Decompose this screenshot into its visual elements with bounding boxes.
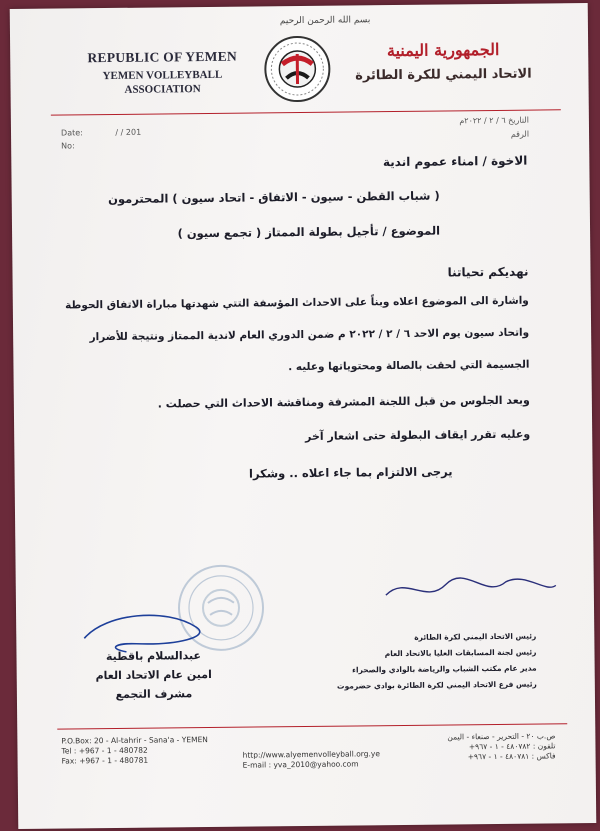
date-value: / / 201 bbox=[115, 127, 142, 137]
footer-po-box-ar: ص.ب ٢٠ - التحرير - صنعاء - اليمن bbox=[447, 731, 556, 742]
paragraph-1-line-3: الجسيمة التي لحقت بالصالة ومحتوياتها وعليه . bbox=[288, 358, 530, 374]
ar-number-field: الرقم bbox=[510, 129, 530, 139]
email-link[interactable]: E-mail : yva_2010@yahoo.com bbox=[242, 759, 359, 770]
header-association-2: ASSOCIATION bbox=[124, 83, 201, 96]
footer-tel: Tel : +967 - 1 - 480782 bbox=[61, 745, 148, 756]
cc-item: رئيس لجنة المسابقات العليا بالاتحاد العام bbox=[384, 647, 537, 659]
footer-divider bbox=[57, 723, 567, 729]
footer-po-box: P.O.Box: 20 - Al-tahrir - Sana'a - YEMEN bbox=[61, 735, 208, 746]
number-field: No: bbox=[61, 141, 75, 151]
closing-line: يرجى الالتزام بما جاء اعلاه .. وشكرا bbox=[248, 464, 453, 481]
cc-list bbox=[336, 629, 536, 695]
footer-contact-en bbox=[61, 735, 208, 767]
footer-tel-ar: تلفون : ٤٨٠٧٨٢ - ١ - ٩٦٧+ bbox=[468, 741, 556, 752]
addressee: الاخوة / امناء عموم اندية bbox=[382, 153, 528, 170]
greeting: نهديكم تحياتنا bbox=[447, 264, 529, 280]
cc-item: مدير عام مكتب الشباب والرياضة بالوادي والصحراء bbox=[352, 663, 537, 675]
date-field: Date: / / 201 bbox=[60, 127, 142, 138]
paragraph-3: وعليه تقرر ايقاف البطولة حتى اشعار آخر bbox=[305, 427, 531, 443]
paragraph-2: وبعد الجلوس من قبل اللجنة المشرفة ومناقشة الاحداث التي حصلت . bbox=[157, 393, 530, 411]
volleyball-logo bbox=[262, 34, 333, 105]
number-label: No bbox=[61, 141, 73, 151]
basmala: بسم الله الرحمن الرحيم bbox=[279, 15, 371, 27]
ar-date-field: التاريخ ٦ / ٢ / ٢٠٢٢م bbox=[459, 115, 529, 126]
website-link[interactable]: http://www.alyemenvolleyball.org.ye bbox=[242, 749, 380, 760]
arabic-header bbox=[338, 39, 548, 83]
footer-contact-ar bbox=[447, 731, 555, 762]
footer-web bbox=[243, 749, 381, 770]
header-association-ar: الاتحاد اليمني للكرة الطائرة bbox=[355, 66, 532, 84]
paragraph-1-line-2: واتحاد سيون يوم الاحد ٦ / ٢ / ٢٠٢٢ م ضمن الدوري العام لاندية الممتاز ونتيجة للأضرار bbox=[89, 326, 530, 344]
signature-right bbox=[376, 563, 567, 615]
letter-page bbox=[10, 3, 597, 829]
left-signatory-name: عبدالسلام باقطية bbox=[105, 649, 202, 664]
footer-fax: Fax: +967 - 1 - 480781 bbox=[61, 755, 149, 766]
left-signatory-role: مشرف التجمع bbox=[115, 687, 193, 701]
subject-line: الموضوع / تأجيل بطولة الممتاز ( تجمع سيون ) bbox=[177, 223, 441, 241]
date-label: Date bbox=[60, 128, 81, 138]
cc-item: رئيس الاتحاد اليمني لكرة الطائرة bbox=[414, 631, 537, 642]
header-republic-ar: الجمهورية اليمنية bbox=[386, 39, 500, 61]
cc-item: رئيس فرع الاتحاد اليمني لكرة الطائرة بوادي حضرموت bbox=[336, 679, 537, 691]
header-republic: REPUBLIC OF YEMEN bbox=[87, 48, 238, 66]
left-signatory bbox=[88, 649, 219, 701]
english-header bbox=[62, 48, 262, 96]
paragraph-1-line-1: واشارة الى الموضوع اعلاه وبناً على الاحداث المؤسفة التتي شهدتها مباراة الاتفاق الحوطة bbox=[65, 294, 529, 312]
footer-fax-ar: فاكس : ٤٨٠٧٨١ - ١ - ٩٦٧+ bbox=[467, 751, 556, 762]
header-divider bbox=[51, 109, 561, 115]
header-association-1: YEMEN VOLLEYBALL bbox=[102, 68, 223, 83]
clubs-line: ( شباب القطن - سيون - الاتفاق - اتحاد سيون ) المحترمون bbox=[108, 188, 440, 207]
left-signatory-title: امين عام الاتحاد العام bbox=[95, 667, 212, 683]
